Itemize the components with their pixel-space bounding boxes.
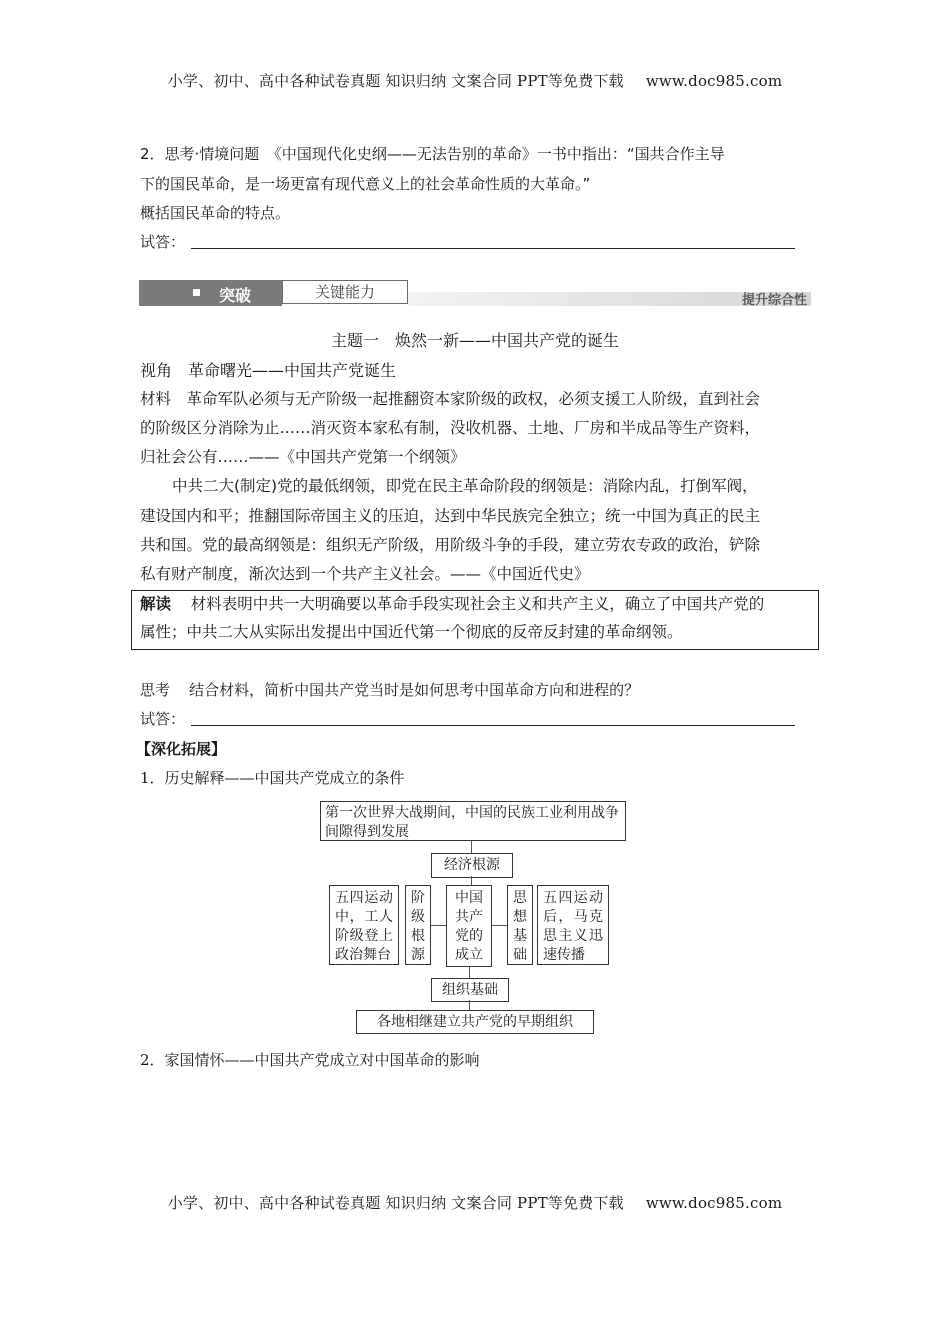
diagram-left-desc: 五四运动中，工人阶级登上政治舞台 [329, 885, 399, 965]
header-text: 小学、初中、高中各种试卷真题 知识归纳 文案合同 PPT等免费下载 [167, 72, 624, 90]
interpret-label: 解读 [140, 595, 172, 613]
material-line7: 私有财产制度，渐次达到一个共产主义社会。——《中国近代史》 [140, 565, 590, 583]
interpret-text1: 材料表明中共一大明确要以革命手段实现社会主义和共产主义，确立了中国共产党的 [190, 595, 765, 613]
extend-title: 【深化拓展】 [136, 740, 227, 758]
answer-label: 试答： [140, 233, 186, 251]
diagram-top-box: 第一次世界大战期间，中国的民族工业利用战争间隙得到发展 [320, 801, 626, 841]
connector-line [469, 967, 470, 978]
banner-sub-label: 提升综合性 [741, 293, 807, 308]
interpret-line2: 属性；中共二大从实际出发提出中国近代第一个彻底的反帝反封建的革命纲领。 [140, 623, 683, 641]
header-url: www.doc985.com [645, 72, 783, 90]
banner-light-label: 关键能力 [282, 280, 408, 304]
connector-line [469, 1000, 470, 1010]
diagram-left-label: 阶级根源 [405, 885, 431, 965]
diagram-org-label: 组织基础 [431, 978, 509, 1002]
diagram-economic-label: 经济根源 [431, 853, 513, 878]
material-line4: 中共二大(制定)党的最低纲领，即党在民主革命阶段的纲领是：消除内乱，打倒军阀， [172, 477, 758, 495]
page-footer [0, 1192, 950, 1213]
answer-label: 试答： [140, 710, 186, 728]
think-label: 思考 [140, 681, 171, 699]
diagram-right-desc: 五四运动后，马克思主义迅速传播 [537, 885, 609, 965]
q2-line3: 概括国民革命的特点。 [140, 204, 291, 222]
think-text: 结合材料，简析中国共产党当时是如何思考中国革命方向和进程的？ [189, 681, 640, 699]
diagram-right-label: 思想基础 [507, 885, 533, 965]
material-line1: 材料 革命军队必须与无产阶级一起推翻资本家阶级的政权，必须支援工人阶级，直到社会 [140, 390, 761, 408]
material-line6: 共和国。党的最高纲领是：组织无产阶级，用阶级斗争的手段，建立劳农专政的政治，铲除 [140, 536, 761, 554]
q2-line2: 下的国民革命，是一场更富有现代意义上的社会革命性质的大革命。” [140, 175, 591, 193]
material-line5: 建设国内和平；推翻国际帝国主义的压迫，达到中华民族完全独立；统一中国为真正的民主 [140, 507, 761, 525]
material-line3: 归社会公有……——《中国共产党第一个纲领》 [140, 448, 466, 466]
arrow-left-icon [492, 925, 507, 926]
diagram-center-box: 中国共产党的成立 [446, 885, 492, 967]
banner-dark-label: 突破 [219, 286, 252, 305]
extend-item2: 2．家国情怀——中国共产党成立对中国革命的影响 [140, 1051, 480, 1069]
topic-title: 主题一 焕然一新——中国共产党的诞生 [330, 331, 619, 350]
connector-line [471, 841, 472, 853]
footer-url: www.doc985.com [645, 1194, 783, 1212]
arrow-right-icon [431, 925, 446, 926]
extend-item1: 1．历史解释——中国共产党成立的条件 [140, 769, 405, 787]
material-line2: 的阶级区分消除为止……消灭资本家私有制，没收机器、土地、厂房和半成品等生产资料， [140, 419, 761, 437]
footer-text: 小学、初中、高中各种试卷真题 知识归纳 文案合同 PPT等免费下载 [167, 1194, 624, 1212]
q2-line1: 2．思考·情境问题 《中国现代化史纲——无法告别的革命》一书中指出：“国共合作主导 [140, 145, 725, 163]
view-line: 视角 革命曙光——中国共产党诞生 [140, 361, 397, 380]
diagram-bottom-box: 各地相继建立共产党的早期组织 [356, 1010, 594, 1034]
